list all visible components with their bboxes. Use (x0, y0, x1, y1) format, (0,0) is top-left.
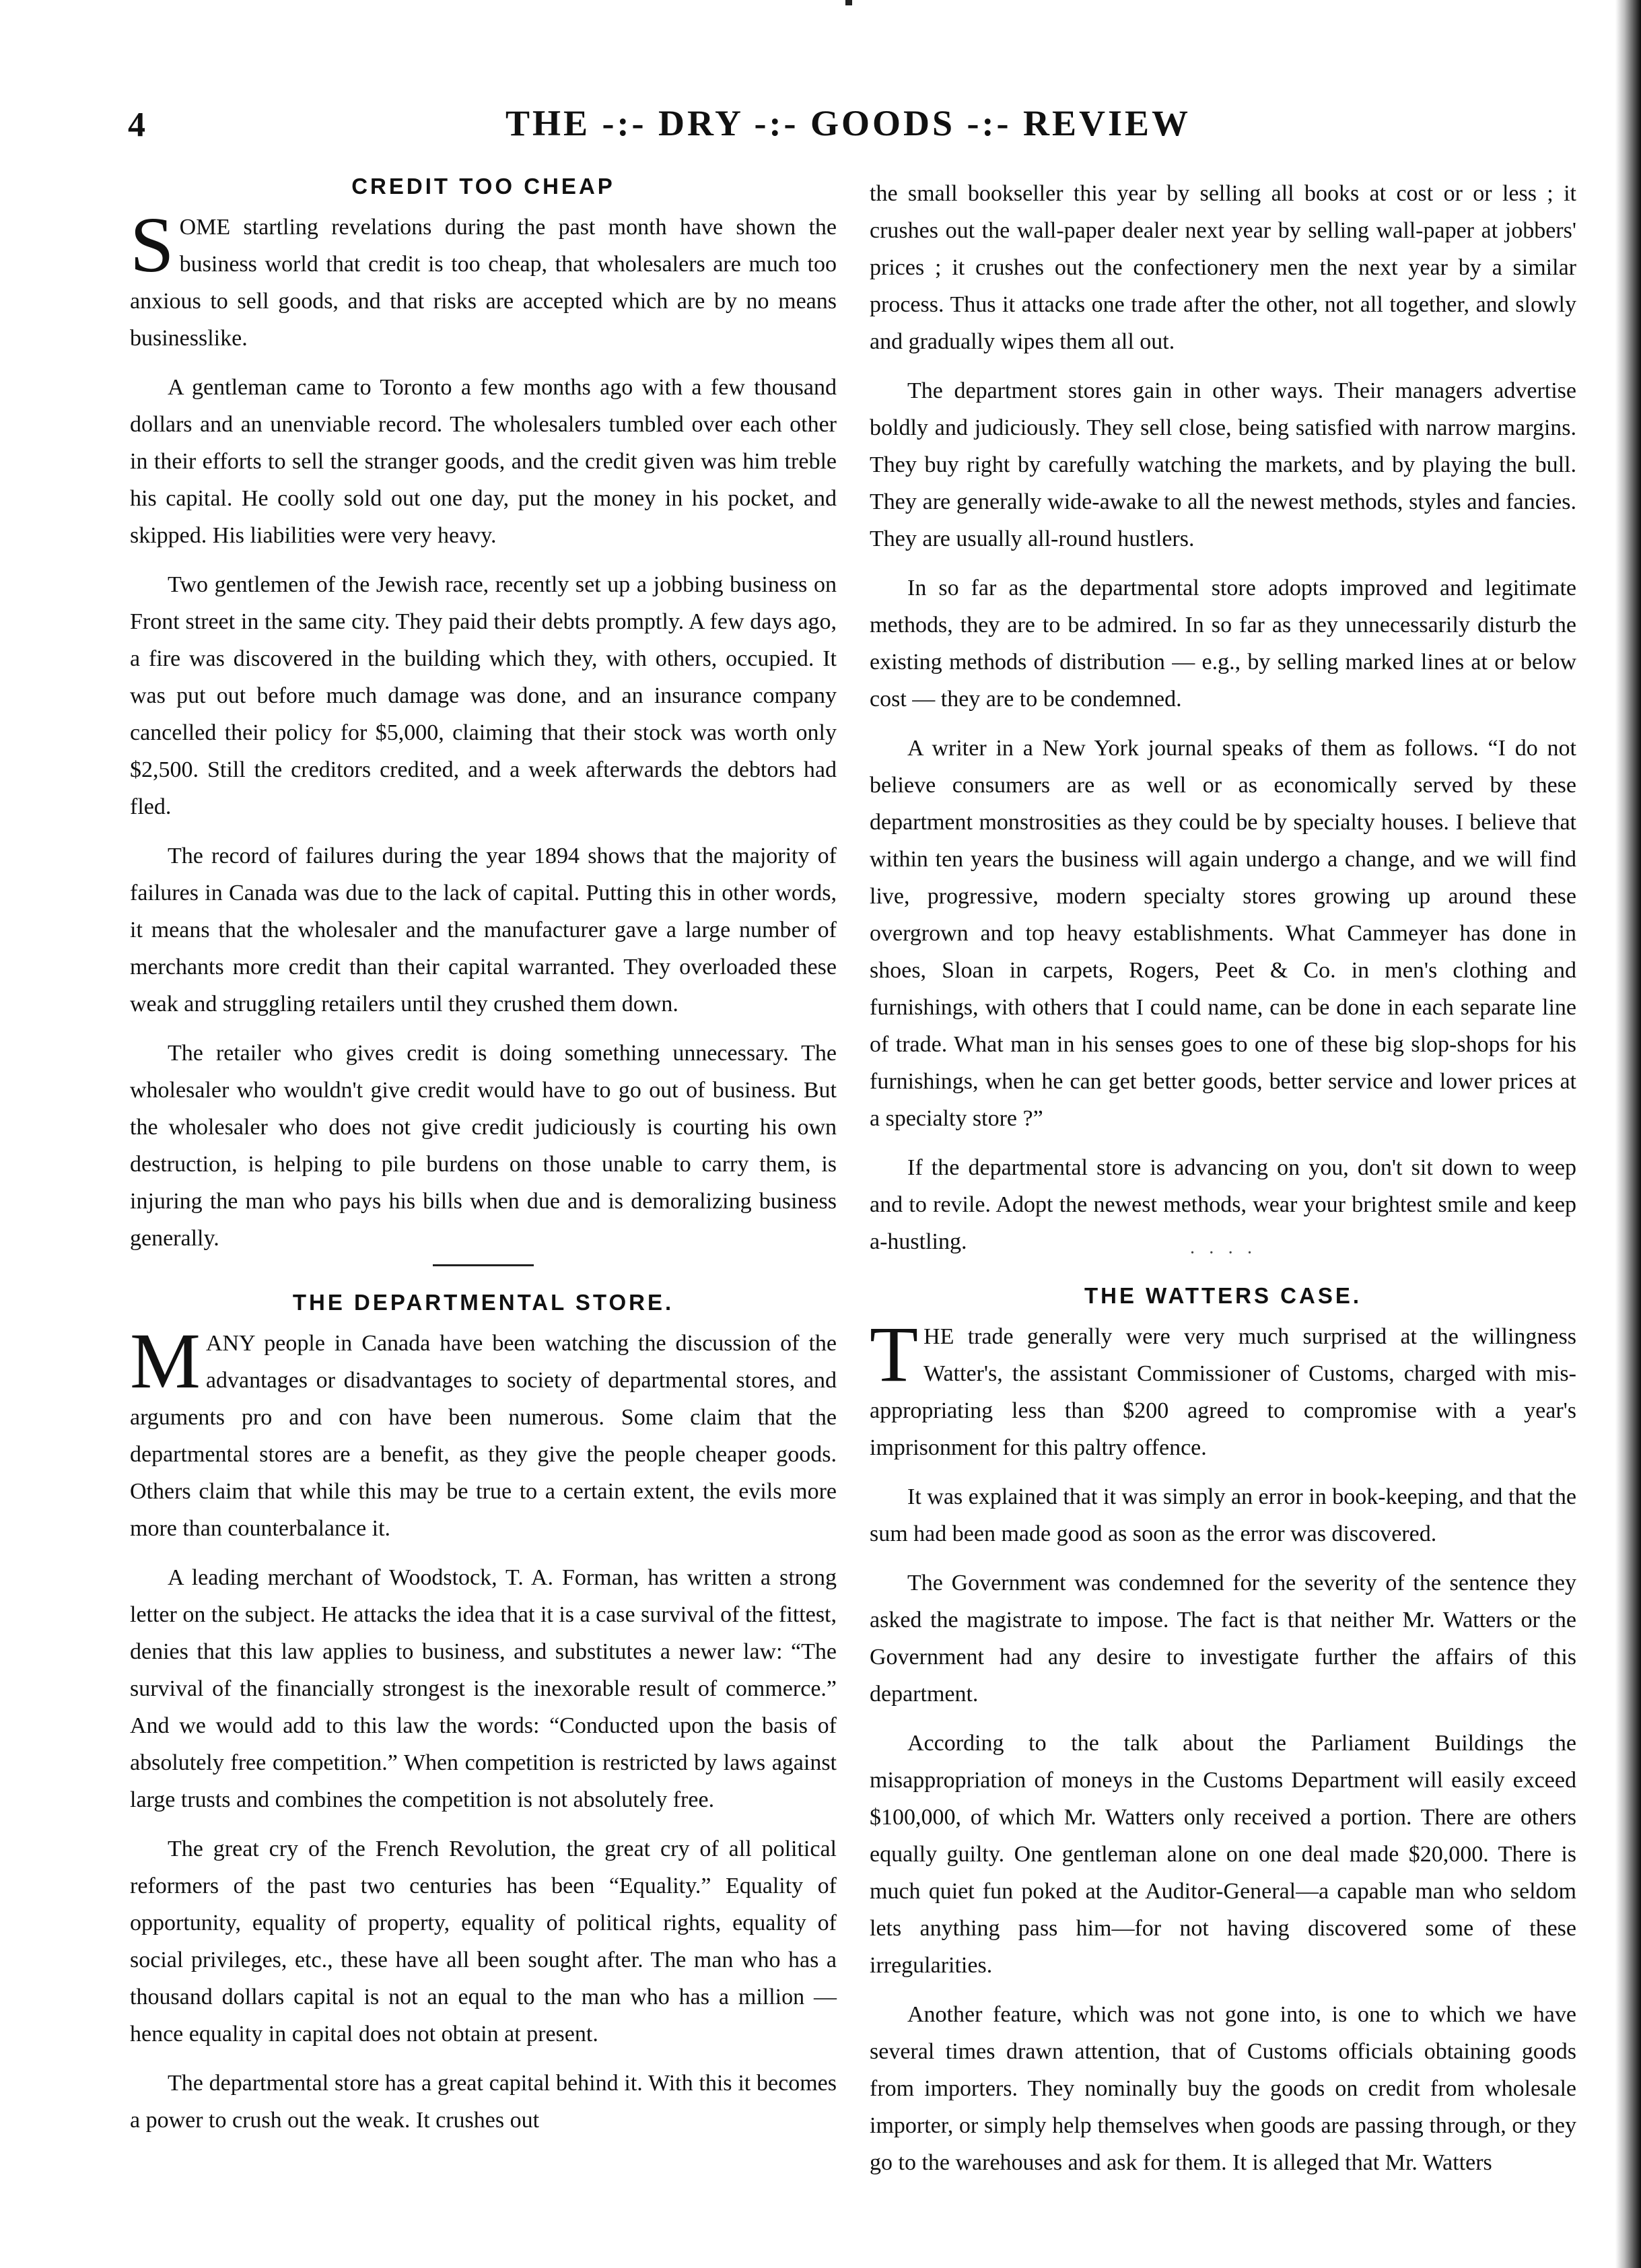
article-paragraph: The department stores gain in other ways. Their managers advertise boldly and judiciously. They sell close, being satisfied with narrow margins. They buy right by carefully watching the markets, and by playing the bull. They are generally wide-awake to all the newest methods, styles and fancies. They are usually all-round hustlers. (870, 378, 1576, 551)
article-paragraph: A leading merchant of Woodstock, T. A. Forman, has written a strong letter on the subject. He attacks the idea that it is a case survival of the fittest, denies that this law applies to business, and substitutes a newer law: “The survival of the financially strongest is the inexorable result of commerce.” And we would add to this law the words: “Conducted upon the basis of absolutely free competition.” When competition is restricted by laws against large trusts and combines the competition is not absolutely free. (130, 1565, 837, 1812)
article-heading: CREDIT TOO CHEAP (351, 174, 615, 199)
article-paragraph (130, 1317, 837, 1547)
scan-mark (845, 0, 852, 5)
article-departmental-store (130, 1290, 837, 2151)
page-header (128, 102, 1568, 156)
article-paragraph: According to the talk about the Parliament Buildings the misappropriation of moneys in the Customs Department will easily exceed $100,000, of which Mr. Watters only received a portion. There are others equally guilty. One gentleman alone on one deal made $20,000. There is much quiet fun poked at the Auditor-General—a capable man who seldom lets anything pass him—for not having discovered some of these irregularities. (870, 1731, 1576, 1978)
article-paragraph: The great cry of the French Revolution, the great cry of all political reformers of the past two centuries has been “Equality.” Equality of opportunity, equality of property, equality of political rights, equality of social privileges, etc., these have all been sought after. The man who has a thousand dollars capital is not an equal to the man who has a million — hence equality in capital does not obtain at present. (130, 1836, 837, 2047)
article-paragraph: It was explained that it was simply an error in book-keeping, and that the sum had been made good as soon as the error was discovered. (870, 1484, 1576, 1546)
page-edge-shadow (1615, 0, 1641, 2268)
article-paragraph: The departmental store has a great capital behind it. With this it becomes a power to crush out the weak. It crushes out (130, 2071, 837, 2133)
article-heading: THE DEPARTMENTAL STORE. (292, 1290, 674, 1315)
drop-cap: M (130, 1317, 201, 1405)
paragraph-text: ANY people in Canada have been watching the discussion of the advantages or disadvantages to society of departmental stores, and arguments pro and con have been numerous. Some claim that the departmental stores are a benefit, as they give the people cheaper goods. Others claim that while this may be true to a certain extent, the evils more more than counterbalance it. (130, 1331, 837, 1541)
article-paragraph: The retailer who gives credit is doing something unnecessary. The wholesaler who wouldn't give credit would have to go out of business. But the wholesaler who does not give credit judiciously is courting his own destruction, is helping to pile burdens on those unable to carry them, is injuring the man who pays his bills when due and is demoralizing business generally. (130, 1041, 837, 1251)
page-number: 4 (128, 106, 145, 144)
drop-cap: S (130, 201, 174, 289)
article-paragraph: Two gentlemen of the Jewish race, recently set up a jobbing business on Front street in the same city. They paid their debts promptly. A few days ago, a fire was discovered in the building which they, with others, occupied. It was put out before much damage was done, and an insurance company cancelled their policy for $5,000, claiming that their stock was worth only $2,500. Still the creditors credited, and a week afterwards the debtors had fled. (130, 572, 837, 819)
article-paragraph: The record of failures during the year 1894 shows that the majority of failures in Canada was due to the lack of capital. Putting this in other words, it means that the wholesaler and the manufacturer gave a large number of merchants more credit than their capital warranted. They overloaded these weak and struggling retailers until they crushed them down. (130, 844, 837, 1017)
article-paragraph: A gentleman came to Toronto a few months ago with a few thousand dollars and an unenviable record. The wholesalers tumbled over each other in their efforts to sell the stranger goods, and the credit given was him treble his capital. He coolly sold out one day, put the money in his pocket, and skipped. His liabilities were very heavy. (130, 375, 837, 548)
article-paragraph: In so far as the departmental store adopts improved and legitimate methods, they are to be admired. In so far as they unnecessarily disturb the existing methods of distribution — e.g., by selling marked lines at or below cost — they are to be condemned. (870, 576, 1576, 712)
divider-rule (433, 1264, 534, 1266)
paragraph-text: HE trade generally were very much surprised at the willingness Watter's, the assistant Commissioner of Customs, charged with mis-appropriating less than $200 agreed to compromise with a year's imprisonment for this paltry offence. (870, 1324, 1576, 1460)
article-heading: THE WATTERS CASE. (1084, 1283, 1362, 1308)
article-departmental-store-continued (870, 175, 1576, 1272)
article-paragraph: the small bookseller this year by selling all books at cost or or less ; it crushes out the wall-paper dealer next year by selling wall-paper at jobbers' prices ; it crushes out the confectionery men the next year by a similar process. Thus it attacks one trade after the other, not all together, and slowly and gradually wipes them all out. (870, 181, 1576, 354)
article-credit-too-cheap (130, 174, 837, 1269)
section-divider (870, 1243, 1576, 1264)
article-paragraph: If the departmental store is advancing on you, don't sit down to weep and to revile. Adopt the newest methods, wear your brightest smile and keep a-hustling. (870, 1155, 1576, 1254)
paragraph-text: OME startling revelations during the past month have shown the business world that credit is too cheap, that wholesalers are much too anxious to sell goods, and that risks are accepted which are by no means businesslike. (130, 215, 837, 351)
article-paragraph (870, 1310, 1576, 1466)
divider-dots: · · · · (1189, 1243, 1257, 1264)
section-divider (130, 1264, 837, 1266)
article-paragraph (130, 201, 837, 357)
article-watters-case (870, 1283, 1576, 2193)
drop-cap: T (870, 1310, 919, 1398)
journal-title: THE -:- DRY -:- GOODS -:- REVIEW (505, 103, 1191, 143)
article-paragraph: The Government was condemned for the severity of the sentence they asked the magistrate to impose. The fact is that neither Mr. Watters or the Government had any desire to investigate further the affairs of this department. (870, 1571, 1576, 1707)
article-paragraph: Another feature, which was not gone into, is one to which we have several times drawn attention, that of Customs officials obtaining goods from importers. They nominally buy the goods on credit from wholesale importer, or simply help themselves when goods are passing through, or they go to the warehouses and ask for them. It is alleged that Mr. Watters (870, 2002, 1576, 2175)
article-paragraph: A writer in a New York journal speaks of them as follows. “I do not believe consumers are as well or as economically served by these department monstrosities as they could be by specialty houses. I believe that within ten years the business will again undergo a change, and we will find live, progressive, modern specialty stores growing up around these overgrown and top heavy establishments. What Cammeyer has done in shoes, Sloan in carpets, Rogers, Peet & Co. in men's clothing and furnishings, with others that I could name, can be done in each separate line of trade. What man in his senses goes to one of these big slop-shops for his furnishings, when he can get better goods, better service and lower prices at a specialty store ?” (870, 736, 1576, 1131)
